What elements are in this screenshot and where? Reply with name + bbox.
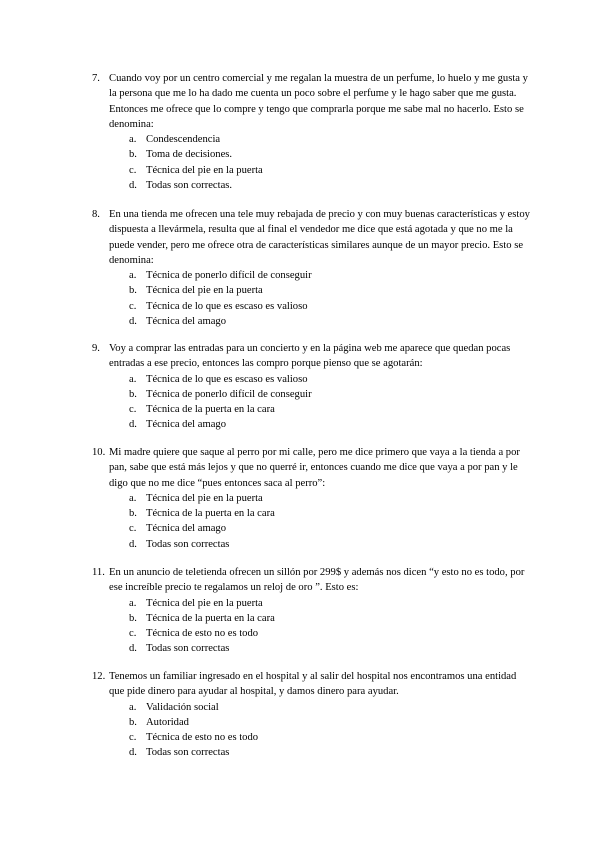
- option-letter: a.: [129, 134, 137, 146]
- option-d: [92, 745, 532, 760]
- option-b: [92, 715, 532, 730]
- question-text: Tenemos un familiar ingresado en el hospital y al salir del hospital nos encontramos una entidad que pide dinero para ayudar al hospital, y damos dinero para ayudar.: [109, 671, 517, 698]
- option-text: Técnica de ponerlo difícil de conseguir: [146, 388, 312, 400]
- option-text: Todas son correctas: [146, 538, 230, 550]
- option-text: Todas son correctas: [146, 747, 230, 759]
- question-header: [92, 207, 532, 268]
- option-text: Técnica de lo que es escaso es valioso: [146, 300, 308, 312]
- option-letter: b.: [129, 612, 137, 624]
- option-b: [92, 506, 532, 521]
- option-letter: c.: [129, 523, 137, 535]
- option-letter: a.: [129, 701, 137, 713]
- question-text: En un anuncio de teletienda ofrecen un sillón por 299$ y además nos dicen “y esto no es todo, por ese increíble precio te regalamos un reloj de oro ”. Esto es:: [109, 567, 525, 594]
- question-number: 10.: [92, 447, 106, 458]
- question-number: 11.: [92, 567, 105, 578]
- question-8: [92, 207, 532, 329]
- option-letter: d.: [129, 643, 137, 655]
- option-text: Técnica del amago: [146, 419, 226, 431]
- option-a: [92, 268, 532, 283]
- option-a: [92, 372, 532, 387]
- question-text: Cuando voy por un centro comercial y me regalan la muestra de un perfume, lo huelo y me gusta y la persona que me lo ha dado me cuenta un poco sobre el perfume y le hago saber que me gusta. Entonces me ofrece que lo compre y tengo que comprarla porque me sabe mal no hacerlo. Esto se denomina:: [109, 73, 528, 130]
- option-text: Técnica de ponerlo difícil de conseguir: [146, 270, 312, 282]
- question-7: [92, 71, 532, 193]
- option-text: Todas son correctas: [146, 643, 230, 655]
- option-letter: c.: [129, 628, 137, 640]
- option-c: [92, 163, 532, 178]
- question-header: [92, 669, 532, 700]
- question-text: En una tienda me ofrecen una tele muy rebajada de precio y con muy buenas características y estoy dispuesta a llevármela, resulta que al final el vendedor me dice que está agotada y que no me la puede vender, pero me ofrece otra de características similares aunque de un mayor precio. Esto se denomina:: [109, 209, 530, 266]
- question-number: 7.: [92, 73, 100, 84]
- option-d: [92, 417, 532, 432]
- option-letter: d.: [129, 538, 137, 550]
- option-text: Técnica de la puerta en la cara: [146, 404, 275, 416]
- option-text: Técnica de la puerta en la cara: [146, 612, 275, 624]
- option-c: [92, 521, 532, 536]
- question-10: [92, 445, 532, 552]
- option-letter: c.: [129, 164, 137, 176]
- question-header: [92, 565, 532, 596]
- option-b: [92, 387, 532, 402]
- question-header: [92, 71, 532, 132]
- option-text: Técnica del pie en la puerta: [146, 492, 263, 504]
- option-letter: d.: [129, 747, 137, 759]
- option-letter: b.: [129, 149, 137, 161]
- option-c: [92, 626, 532, 641]
- option-letter: d.: [129, 316, 137, 328]
- option-letter: d.: [129, 419, 137, 431]
- question-number: 9.: [92, 343, 100, 354]
- option-letter: b.: [129, 508, 137, 520]
- option-text: Toma de decisiones.: [146, 149, 233, 161]
- option-letter: c.: [129, 300, 137, 312]
- option-letter: c.: [129, 732, 137, 744]
- question-11: [92, 565, 532, 657]
- option-b: [92, 611, 532, 626]
- option-letter: d.: [129, 180, 137, 192]
- option-text: Autoridad: [146, 716, 189, 728]
- option-text: Técnica de esto no es todo: [146, 732, 259, 744]
- option-c: [92, 730, 532, 745]
- options-list: [92, 596, 532, 657]
- question-header: [92, 341, 532, 372]
- option-letter: a.: [129, 597, 137, 609]
- option-text: Técnica de lo que es escaso es valioso: [146, 373, 308, 385]
- option-d: [92, 314, 532, 329]
- option-d: [92, 178, 532, 193]
- question-number: 12.: [92, 671, 106, 682]
- option-d: [92, 641, 532, 656]
- option-text: Validación social: [146, 701, 219, 713]
- option-text: Técnica del amago: [146, 316, 226, 328]
- options-list: [92, 700, 532, 761]
- option-letter: a.: [129, 373, 137, 385]
- question-9: [92, 341, 532, 433]
- option-text: Técnica del pie en la puerta: [146, 164, 263, 176]
- option-a: [92, 491, 532, 506]
- option-text: Técnica de esto no es todo: [146, 628, 259, 640]
- option-text: Técnica de la puerta en la cara: [146, 508, 275, 520]
- question-text: Voy a comprar las entradas para un concierto y en la página web me aparece que quedan pocas entradas a ese precio, entonces las compro porque pienso que se agotarán:: [109, 343, 511, 370]
- option-a: [92, 596, 532, 611]
- option-letter: b.: [129, 716, 137, 728]
- option-letter: b.: [129, 285, 137, 297]
- question-header: [92, 445, 532, 491]
- option-letter: c.: [129, 404, 137, 416]
- option-text: Todas son correctas.: [146, 180, 233, 192]
- option-b: [92, 147, 532, 162]
- option-text: Condescendencia: [146, 134, 221, 146]
- question-12: [92, 669, 532, 761]
- options-list: [92, 372, 532, 433]
- option-c: [92, 402, 532, 417]
- option-d: [92, 537, 532, 552]
- option-a: [92, 700, 532, 715]
- option-a: [92, 132, 532, 147]
- options-list: [92, 491, 532, 552]
- option-c: [92, 299, 532, 314]
- option-text: Técnica del pie en la puerta: [146, 597, 263, 609]
- option-letter: a.: [129, 270, 137, 282]
- options-list: [92, 268, 532, 329]
- option-text: Técnica del amago: [146, 523, 226, 535]
- option-letter: b.: [129, 388, 137, 400]
- question-text: Mi madre quiere que saque al perro por mi calle, pero me dice primero que vaya a la tienda a por pan, sabe que está más lejos y que no querré ir, entonces cuando me dice que vaya a por pan y le digo que no me dice “pues entonces saca al perro”:: [109, 447, 520, 489]
- option-b: [92, 283, 532, 298]
- option-text: Técnica del pie en la puerta: [146, 285, 263, 297]
- option-letter: a.: [129, 492, 137, 504]
- question-number: 8.: [92, 209, 100, 220]
- options-list: [92, 132, 532, 193]
